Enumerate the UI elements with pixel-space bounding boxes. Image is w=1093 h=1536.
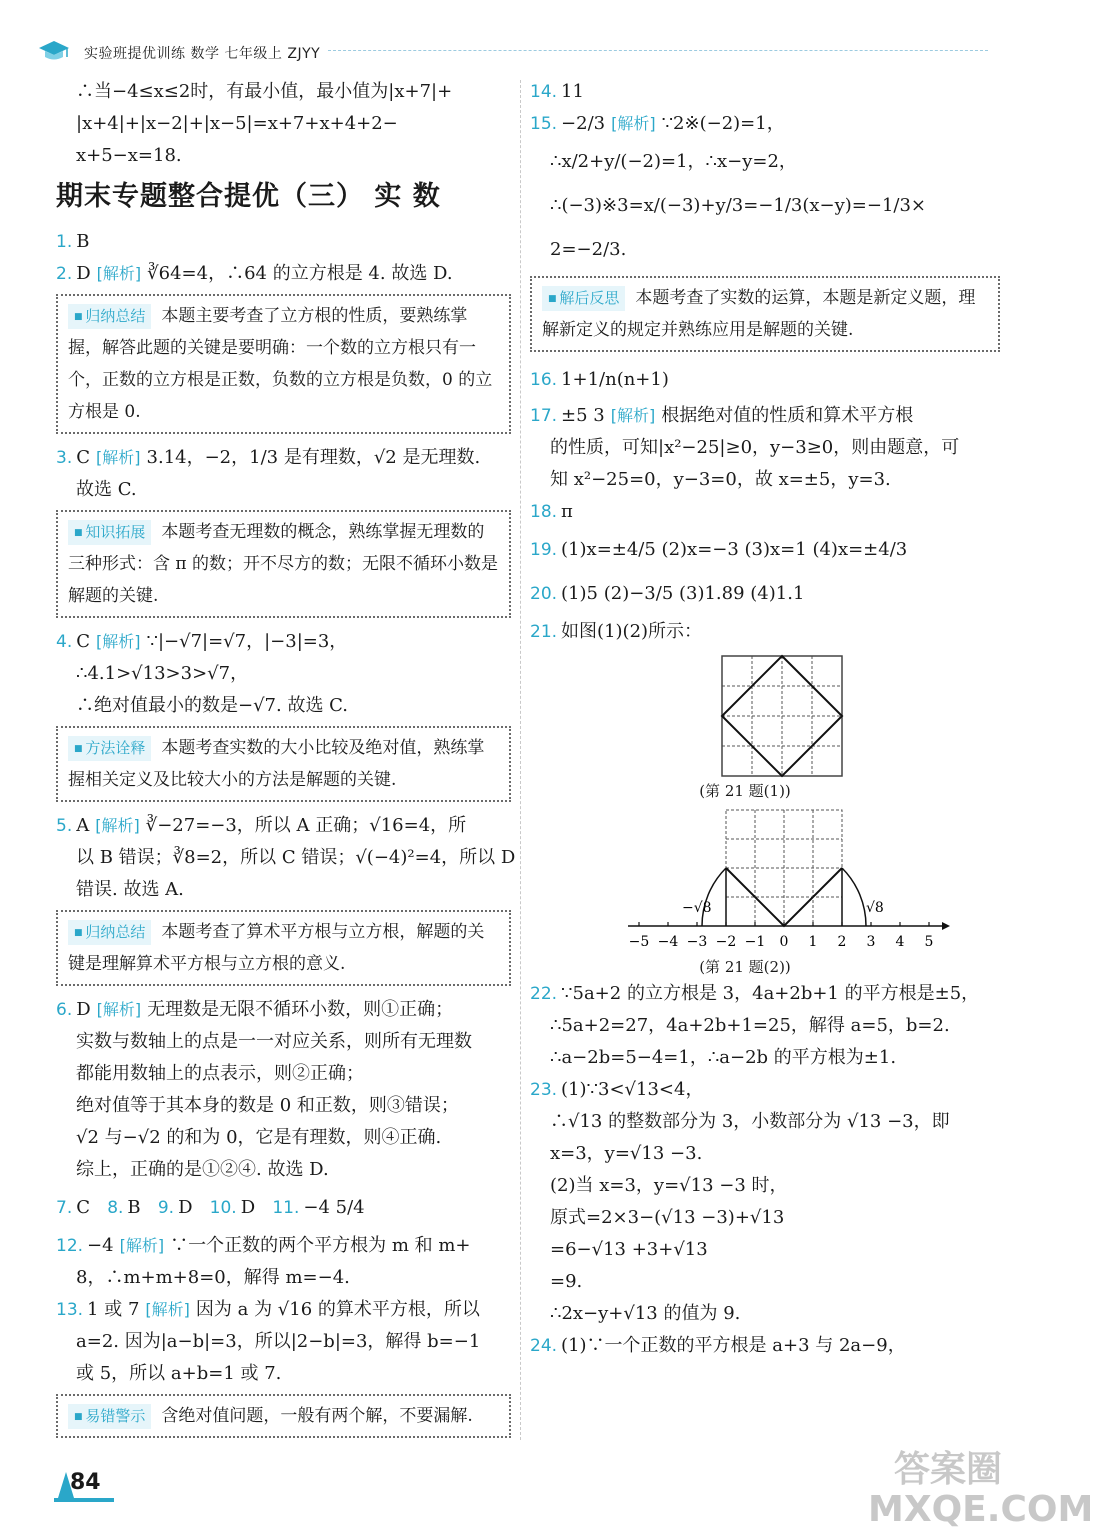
tick-label: 2	[837, 934, 847, 950]
figure-21-1	[720, 654, 844, 778]
summary-box: ■ 归纳总结 本题考查了算术平方根与立方根，解题的关键是理解算术平方根与立方根的意义.	[56, 910, 511, 986]
tick-label: 4	[895, 934, 905, 950]
header-divider	[328, 50, 988, 51]
question-24: 24. (1)∵一个正数的平方根是 a+3 与 2a−9，	[530, 1335, 906, 1356]
pos-sqrt8-label: √8	[866, 900, 884, 916]
question-17: 17. ±5 3 [解析] 根据绝对值的性质和算术平方根	[530, 405, 914, 426]
right-column	[530, 76, 1000, 1362]
box-label: ■ 归纳总结	[68, 304, 151, 329]
question-15-line: 2=−2/3.	[550, 239, 627, 260]
question-6-line: 综上，正确的是①②④. 故选 D.	[76, 1159, 329, 1180]
reflection-box: ■ 解后反思 本题考查了实数的运算，本题是新定义题，理解新定义的规定并熟练应用是解题的关键.	[530, 276, 1000, 352]
figure-1-caption: (第 21 题(1))	[699, 782, 791, 800]
questions-7-11: 7. C 8. B 9. D 10. D 11. −4 5/4	[56, 1197, 365, 1218]
box-label: ■ 方法诠释	[68, 736, 151, 761]
question-5: 5. A [解析] ∛−27=−3，所以 A 正确；√16=4，所	[56, 815, 467, 836]
question-15: 15. −2/3 [解析] ∵2※(−2)=1，	[530, 113, 785, 134]
question-13-line: 或 5，所以 a+b=1 或 7.	[76, 1363, 282, 1384]
question-13: 13. 1 或 7 [解析] 因为 a 为 √16 的算术平方根，所以	[56, 1299, 480, 1320]
page-header	[38, 38, 988, 66]
question-21: 21. 如图(1)(2)所示：	[530, 621, 703, 642]
watermark-logo: 答案圈 MXQE.COM	[868, 1449, 1093, 1530]
question-6-line: 实数与数轴上的点是一一对应关系，则所有无理数	[76, 1031, 472, 1052]
question-3-line: 故选 C.	[76, 479, 137, 500]
question-15-line: ∴x/2+y/(−2)=1，∴x−y=2，	[550, 151, 797, 172]
question-6-line: √2 与−√2 的和为 0，它是有理数，则④正确.	[76, 1127, 442, 1148]
box-label: ■ 易错警示	[68, 1404, 151, 1429]
analysis-tag: [解析]	[145, 1300, 190, 1319]
left-column	[56, 76, 516, 1446]
question-15-line: ∴(−3)※3=x/(−3)+y/3=−1/3(x−y)=−1/3×	[550, 195, 927, 216]
question-12: 12. −4 [解析] ∵一个正数的两个平方根为 m 和 m+	[56, 1235, 471, 1256]
neg-sqrt8-label: −√8	[682, 900, 712, 916]
analysis-tag: [解析]	[611, 114, 656, 133]
analysis-tag: [解析]	[96, 448, 141, 467]
question-16: 16. 1+1/n(n+1)	[530, 369, 669, 390]
analysis-tag: [解析]	[95, 816, 140, 835]
analysis-tag: [解析]	[119, 1236, 165, 1255]
question-17-line: 的性质，可知|x²−25|≥0，y−3≥0，则由题意，可	[550, 437, 960, 458]
question-23-line: (2)当 x=3，y=√13 −3 时，	[550, 1175, 788, 1196]
question-23-line: x=3，y=√13 −3.	[550, 1143, 703, 1164]
question-5-line: 错误. 故选 A.	[76, 879, 184, 900]
question-4-line: ∴4.1>√13>3>√7，	[76, 663, 249, 684]
intro-line: x+5−x=18.	[76, 145, 182, 166]
question-18: 18. π	[530, 501, 573, 522]
question-23-line: =6−√13 +3+√13	[550, 1239, 708, 1260]
summary-box: ■ 归纳总结 本题主要考查了立方根的性质，要熟练掌握，解答此题的关键是要明确：一个数的立方根只有一个，正数的立方根是正数，负数的立方根是负数，0 的立方根是 0.	[56, 294, 511, 434]
question-23-line: =9.	[550, 1271, 583, 1292]
figure-21-2	[620, 808, 950, 954]
tick-label: 1	[808, 934, 818, 950]
intro-line: |x+4|+|x−2|+|x−5|=x+7+x+4+2−	[76, 113, 398, 134]
question-13-line: a=2. 因为|a−b|=3，所以|2−b|=3，解得 b=−1	[76, 1331, 481, 1352]
question-22-line: ∴5a+2=27，4a+2b+1=25，解得 a=5，b=2.	[550, 1015, 950, 1036]
tick-label: 3	[866, 934, 876, 950]
question-12-line: 8，∴m+m+8=0，解得 m=−4.	[76, 1267, 350, 1288]
question-23: 23. (1)∵3<√13<4，	[530, 1079, 704, 1100]
tick-label: 5	[924, 934, 934, 950]
question-23-line: ∴2x−y+√13 的值为 9.	[550, 1303, 741, 1324]
tick-label: 0	[779, 934, 789, 950]
box-label: ■ 归纳总结	[68, 920, 151, 945]
question-5-line: 以 B 错误；∛8=2，所以 C 错误；√(−4)²=4，所以 D	[76, 847, 516, 868]
question-23-line: 原式=2×3−(√13 −3)+√13	[550, 1207, 785, 1228]
box-label: ■ 解后反思	[542, 286, 625, 311]
question-17-line: 知 x²−25=0，y−3=0，故 x=±5，y=3.	[550, 469, 891, 490]
question-6-line: 绝对值等于其本身的数是 0 和正数，则③错误；	[76, 1095, 459, 1116]
question-14: 14. 11	[530, 81, 584, 102]
question-20: 20. (1)5 (2)−3/5 (3)1.89 (4)1.1	[530, 583, 805, 604]
question-22-line: ∴a−2b=5−4=1，∴a−2b 的平方根为±1.	[550, 1047, 897, 1068]
question-6-line: 都能用数轴上的点表示，则②正确；	[76, 1063, 364, 1084]
method-box: ■ 方法诠释 本题考查实数的大小比较及绝对值，熟练掌握相关定义及比较大小的方法是解题的关键.	[56, 726, 511, 802]
tick-label: −4	[657, 934, 679, 950]
knowledge-box: ■ 知识拓展 本题考查无理数的概念，熟练掌握无理数的三种形式：含 π 的数；开不尽方的数；无限不循环小数是解题的关键.	[56, 510, 511, 618]
page-number: 84	[70, 1470, 101, 1495]
question-2: 2. D [解析] ∛64=4，∴64 的立方根是 4. 故选 D.	[56, 263, 453, 284]
question-3: 3. C [解析] 3.14，−2，1/3 是有理数，√2 是无理数.	[56, 447, 481, 468]
tick-label: −1	[744, 934, 766, 950]
question-4: 4. C [解析] ∵|−√7|=√7，|−3|=3，	[56, 631, 348, 652]
question-23-line: ∴√13 的整数部分为 3，小数部分为 √13 −3，即	[550, 1111, 950, 1132]
figure-2-caption: (第 21 题(2))	[699, 958, 791, 976]
analysis-tag: [解析]	[96, 1000, 142, 1019]
number-line-diagram	[620, 808, 950, 954]
question-1: 1. B	[56, 231, 90, 252]
book-title: 实验班提优训练 数学 七年级上 ZJYY	[84, 46, 321, 62]
question-6: 6. D [解析] 无理数是无限不循环小数，则①正确；	[56, 999, 454, 1020]
box-label: ■ 知识拓展	[68, 520, 151, 545]
tick-label: −5	[628, 934, 650, 950]
analysis-tag: [解析]	[96, 264, 142, 283]
intro-line: ∴当−4≤x≤2时，有最小值，最小值为|x+7|+	[76, 81, 453, 102]
question-22: 22. ∵5a+2 的立方根是 3，4a+2b+1 的平方根是±5，	[530, 983, 980, 1004]
grid-square-diagram	[720, 654, 844, 778]
warning-box: ■ 易错警示 含绝对值问题，一般有两个解，不要漏解.	[56, 1394, 511, 1438]
section-title: 期末专题整合提优（三） 实 数	[56, 181, 441, 212]
tick-label: −3	[686, 934, 708, 950]
analysis-tag: [解析]	[610, 406, 656, 425]
question-4-line: ∴绝对值最小的数是−√7. 故选 C.	[76, 695, 349, 716]
question-19: 19. (1)x=±4/5 (2)x=−3 (3)x=1 (4)x=±4/3	[530, 539, 908, 560]
analysis-tag: [解析]	[96, 632, 141, 651]
column-divider	[520, 80, 521, 1440]
tick-label: −2	[715, 934, 737, 950]
graduation-cap-icon	[38, 38, 70, 64]
